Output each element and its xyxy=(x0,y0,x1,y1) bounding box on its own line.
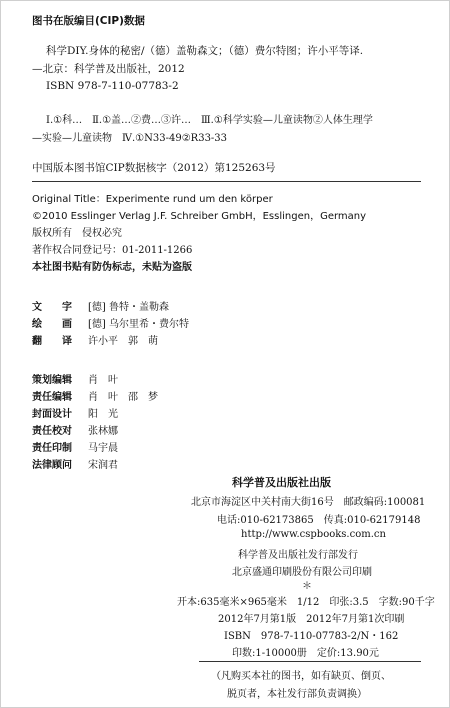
classification-line-1: Ⅰ.①科… Ⅱ.①盖…②费…③许… Ⅲ.①科学实验—儿童读物②人体生理学 xyxy=(46,115,373,126)
isbn-info: ISBN 978-7-110-07783-2/N・162 xyxy=(224,631,399,642)
printer: 北京盛通印刷股份有限公司印刷 xyxy=(232,567,372,578)
credit-row xyxy=(32,298,169,313)
classification-line-2: —实验—儿童读物 Ⅳ.①N33-49②R33-33 xyxy=(32,133,228,144)
cip-isbn-line: ISBN 978-7-110-07783-2 xyxy=(46,80,179,92)
credit-label: 绘 画 xyxy=(32,319,72,330)
staff-label: 策划编辑 xyxy=(32,375,72,386)
publisher-website: http://www.cspbooks.com.cn xyxy=(241,529,386,540)
cip-record-number: 中国版本图书馆CIP数据核字（2012）第125263号 xyxy=(32,162,276,174)
distributor: 科学普及出版社发行部发行 xyxy=(238,550,358,561)
credit-value: [德] 鲁特・盖勒森 xyxy=(88,302,169,313)
original-title: Original Title：Experimente rund um den körper xyxy=(32,194,273,205)
notice-line-2: 脱页者，本社发行部负责调换） xyxy=(227,689,367,700)
staff-row xyxy=(32,405,118,420)
staff-row xyxy=(32,456,118,471)
staff-value: 阳 光 xyxy=(88,409,118,420)
cip-title-line: 科学DIY.身体的秘密/（德）盖勒森文；（德）费尔特图；许小平等译. xyxy=(46,45,364,57)
cip-header: 图书在版编目(CIP)数据 xyxy=(32,15,145,27)
staff-value: 张林娜 xyxy=(88,426,118,437)
divider-top xyxy=(32,181,421,182)
staff-label: 责任印制 xyxy=(32,443,72,454)
credit-label: 文 字 xyxy=(32,302,72,313)
staff-row xyxy=(32,422,118,437)
credit-value: [德] 乌尔里希・费尔特 xyxy=(88,319,189,330)
staff-label: 封面设计 xyxy=(32,409,72,420)
staff-label: 责任校对 xyxy=(32,426,72,437)
credit-value: 许小平 郭 萌 xyxy=(88,336,158,347)
print-run-price: 印数:1-10000册 定价:13.90元 xyxy=(232,648,379,659)
print-specs: 开本:635毫米×965毫米 1/12 印张:3.5 字数:90千字 xyxy=(177,597,435,608)
copyright-notice: ©2010 Esslinger Verlag J.F. Schreiber GmbH，Esslingen，Germany xyxy=(32,211,367,222)
staff-row xyxy=(32,371,118,386)
publisher-address: 北京市海淀区中关村南大街16号 邮政编码:100081 xyxy=(191,497,426,508)
staff-label: 责任编辑 xyxy=(32,392,72,403)
anti-piracy-notice: 本社图书贴有防伪标志，未贴为盗版 xyxy=(32,262,192,273)
publisher-name: 科学普及出版社出版 xyxy=(232,476,331,489)
credit-row xyxy=(32,315,189,330)
contract-registration: 著作权合同登记号：01-2011-1266 xyxy=(32,245,193,256)
credit-label: 翻 译 xyxy=(32,336,72,347)
publisher-phone: 电话:010-62173865 传真:010-62179148 xyxy=(217,515,421,526)
notice-line-1: （凡购买本社的图书，如有缺页、倒页、 xyxy=(211,671,391,682)
staff-row xyxy=(32,439,118,454)
credit-row xyxy=(32,332,158,347)
staff-value: 马宇晨 xyxy=(88,443,118,454)
staff-row xyxy=(32,388,158,403)
cip-publisher-line: —北京：科学普及出版社，2012 xyxy=(32,63,185,75)
separator-star: ＊ xyxy=(302,581,312,592)
edition-info: 2012年7月第1版 2012年7月第1次印刷 xyxy=(218,614,405,625)
rights-reserved: 版权所有 侵权必究 xyxy=(32,228,122,239)
divider-bottom xyxy=(199,661,421,662)
staff-value: 宋润君 xyxy=(88,460,118,471)
staff-value: 肖 叶 邵 梦 xyxy=(88,392,158,403)
staff-value: 肖 叶 xyxy=(88,375,118,386)
staff-label: 法律顾问 xyxy=(32,460,72,471)
